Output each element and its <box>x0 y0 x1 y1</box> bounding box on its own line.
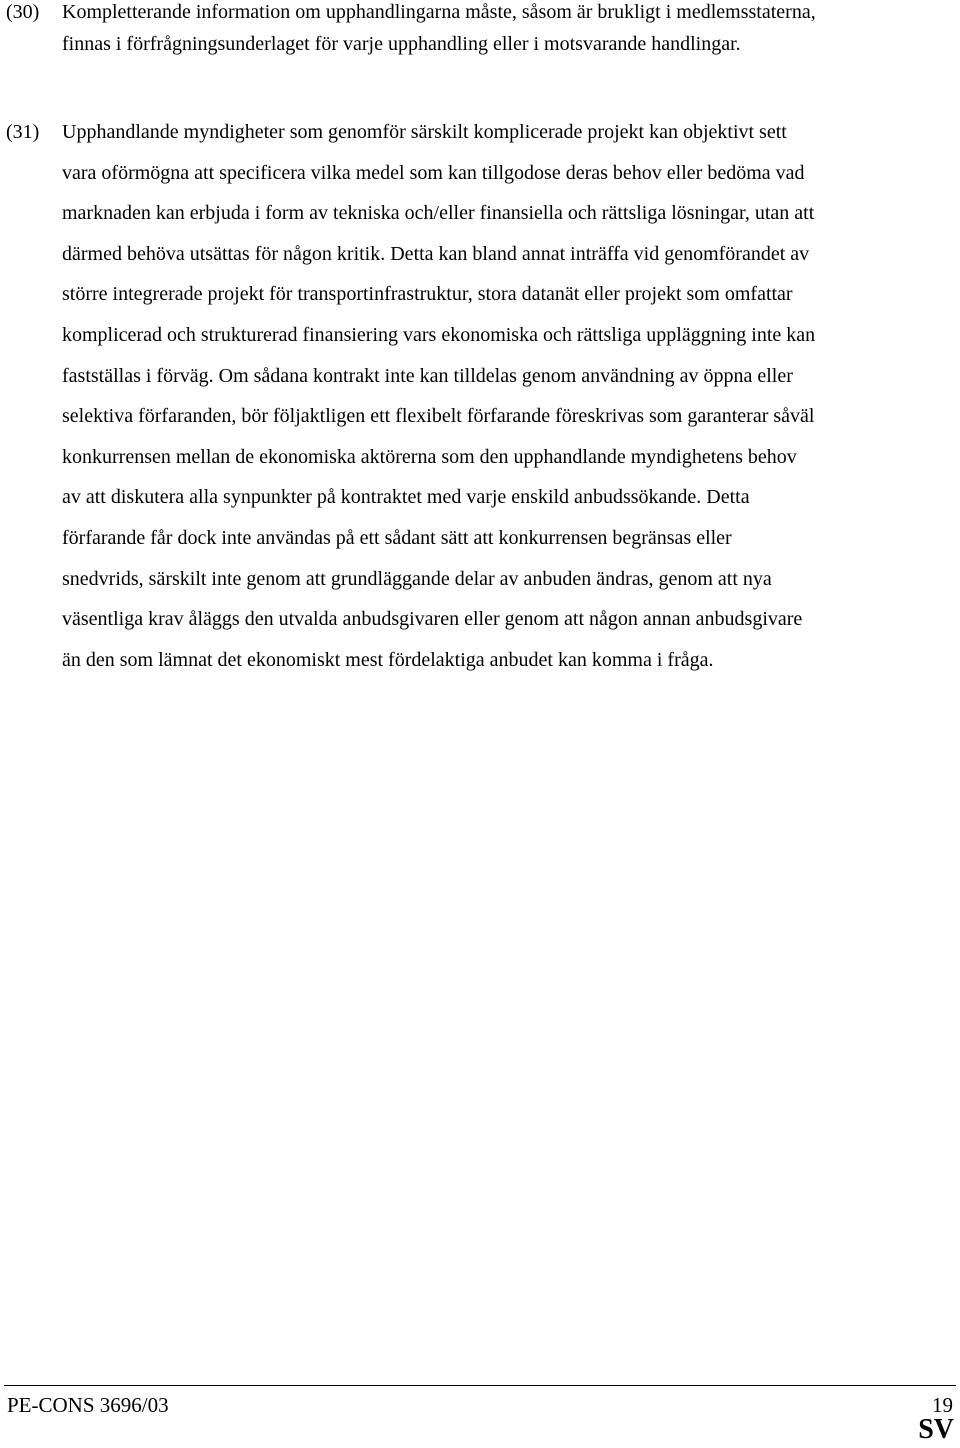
paragraph-number: (31) <box>6 121 40 143</box>
paragraph-line: Upphandlande myndigheter som genomför särskilt komplicerade projekt kan objektivt sett <box>62 121 787 143</box>
language-code: SV <box>918 1414 954 1445</box>
paragraph-line: förfarande får dock inte användas på ett sådant sätt att konkurrensen begränsas eller <box>62 527 732 549</box>
paragraph-line: selektiva förfaranden, bör följaktligen ett flexibelt förfarande föreskrivas som garanterar såväl <box>62 405 815 428</box>
paragraph-line: av att diskutera alla synpunkter på kontraktet med varje enskild anbudssökande. Detta <box>62 486 750 509</box>
paragraph-line: därmed behöva utsättas för någon kritik. Detta kan bland annat inträffa vid genomförandet av <box>62 242 810 265</box>
paragraph-line: konkurrensen mellan de ekonomiska aktörerna som den upphandlande myndighetens behov <box>62 445 797 468</box>
paragraph-line: än den som lämnat det ekonomiskt mest fördelaktiga anbudet kan komma i fråga. <box>62 648 714 671</box>
paragraph-line: fastställas i förväg. Om sådana kontrakt inte kan tilldelas genom användning av öppna eller <box>62 364 793 387</box>
document-reference: PE-CONS 3696/03 <box>7 1393 169 1417</box>
paragraph-line: Kompletterande information om upphandlingarna måste, såsom är brukligt i medlemsstaterna, <box>62 1 816 23</box>
paragraph-line: komplicerad och strukturerad finansiering vars ekonomiska och rättsliga uppläggning inte kan <box>62 324 816 346</box>
paragraph-line: finnas i förfrågningsunderlaget för varje upphandling eller i motsvarande handlingar. <box>62 33 741 55</box>
paragraph-line: marknaden kan erbjuda i form av tekniska och/eller finansiella och rättsliga lösningar, utan att <box>62 202 815 225</box>
footer-divider <box>4 1385 956 1386</box>
paragraph-number: (30) <box>6 1 40 23</box>
paragraph-line: väsentliga krav åläggs den utvalda anbudsgivaren eller genom att någon annan anbudsgivare <box>62 608 803 631</box>
page-number: 19 <box>932 1393 953 1417</box>
paragraph-line: större integrerade projekt för transportinfrastruktur, stora datanät eller projekt som omfattar <box>62 283 793 306</box>
paragraph-line: vara oförmögna att specificera vilka medel som kan tillgodose deras behov eller bedöma vad <box>62 161 805 184</box>
paragraph-line: snedvrids, särskilt inte genom att grundläggande delar av anbuden ändras, genom att nya <box>62 567 772 590</box>
